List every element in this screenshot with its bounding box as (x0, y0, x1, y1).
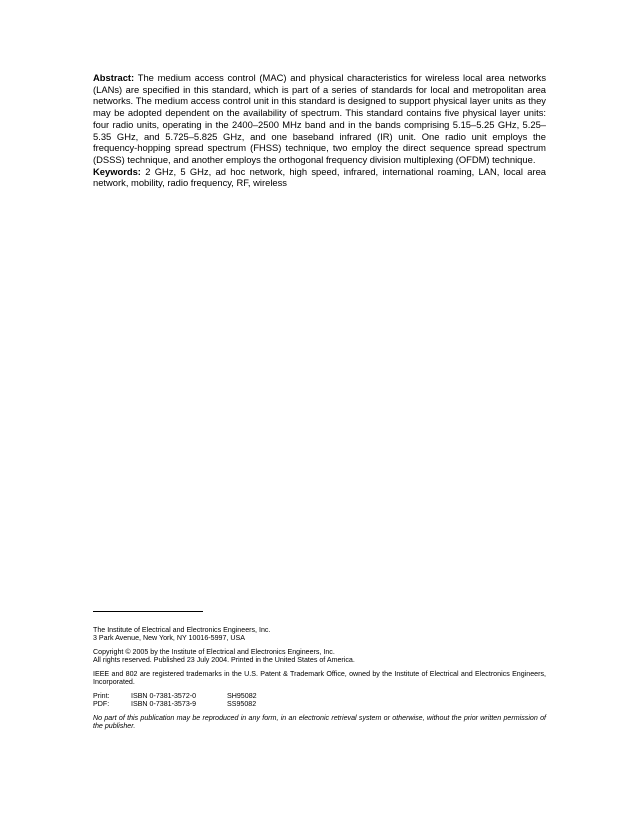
isbn-code: SH95082 (227, 692, 257, 700)
abstract-paragraph (93, 72, 546, 166)
rights-line: All rights reserved. Published 23 July 2004. Printed in the United States of America. (93, 656, 355, 664)
publisher-footer (93, 626, 546, 736)
isbn-format: Print: (93, 692, 110, 700)
trademark-notice: IEEE and 802 are registered trademarks in the U.S. Patent & Trademark Office, owned by the Institute of Electrical and Electronics Engineers, Incorporated. (93, 670, 546, 686)
isbn-format: PDF: (93, 700, 110, 708)
keywords-paragraph (93, 166, 546, 189)
keywords-label: Keywords: (93, 165, 141, 177)
publisher-block (93, 626, 546, 642)
abstract-label: Abstract: (93, 72, 135, 83)
isbn-block (93, 692, 546, 708)
copyright-block (93, 648, 546, 664)
isbn-code: SS95082 (227, 700, 257, 708)
abstract-section (93, 72, 546, 189)
footnote-divider (93, 611, 203, 612)
keywords-text: 2 GHz, 5 GHz, ad hoc network, high speed, infrared, international roaming, LAN, local area network, mobility, radio frequency, RF, wireless (93, 165, 547, 189)
copyright-line: Copyright © 2005 by the Institute of Electrical and Electronics Engineers, Inc. (93, 648, 335, 656)
reproduction-notice: No part of this publication may be reproduced in any form, in an electronic retrieval system or otherwise, without the prior written permission of the publisher. (93, 714, 546, 730)
isbn-row-print (93, 692, 546, 700)
abstract-text: The medium access control (MAC) and physical characteristics for wireless local area networks (LANs) are specified in this standard, which is part of a series of standards for local and metropolitan area networks. The medium access control unit in this standard is designed to support physical layer units as they may be adopted dependent on the availability of spectrum. This standard contains five physical layer units: four radio units, operating in the 2400–2500 MHz band and in the bands comprising 5.15–5.25 GHz, 5.25–5.35 GHz, and 5.725–5.825 GHz, and one baseband infrared (IR) unit. One radio unit employs the frequency-hopping spread spectrum (FHSS) technique, two employ the direct sequence spread spectrum (DSSS) technique, and another employs the orthogonal frequency division multiplexing (OFDM) technique. (93, 72, 547, 165)
publisher-name: The Institute of Electrical and Electronics Engineers, Inc. (93, 626, 271, 634)
isbn-number: ISBN 0-7381-3573-9 (131, 700, 197, 708)
isbn-number: ISBN 0-7381-3572-0 (131, 692, 197, 700)
publisher-address: 3 Park Avenue, New York, NY 10016-5997, USA (93, 634, 245, 642)
isbn-row-pdf (93, 700, 546, 708)
